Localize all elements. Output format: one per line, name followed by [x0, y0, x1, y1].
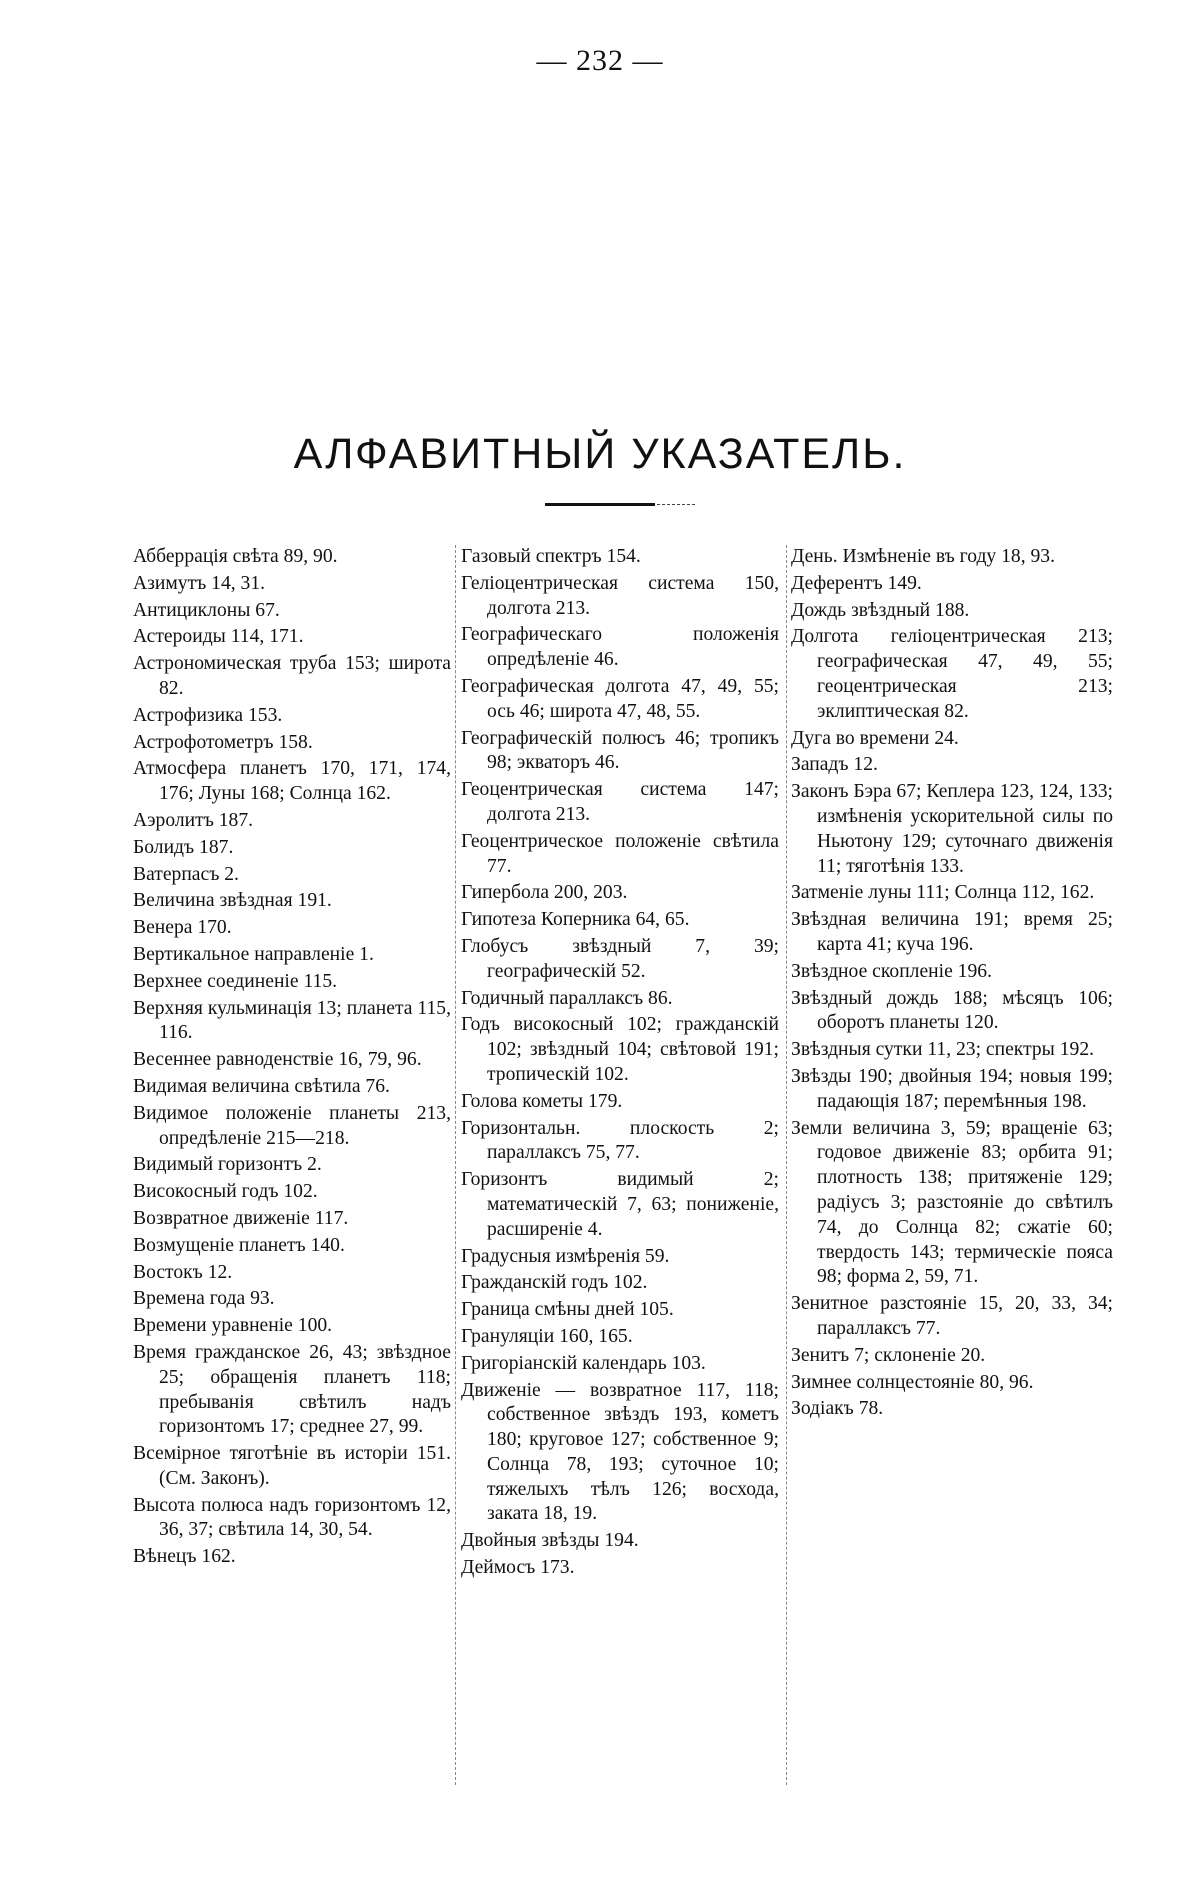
column-divider: [455, 545, 456, 1785]
index-entry: Астрономическая труба 153; широта 82.: [133, 653, 451, 699]
index-entry: Ватерпасъ 2.: [133, 863, 239, 885]
index-entry: Астрофотометръ 158.: [133, 731, 313, 753]
index-entry: Звѣздный дождь 188; мѣсяцъ 106; оборотъ планеты 120.: [791, 987, 1113, 1034]
index-entry: Долгота геліоцентрическая 213; географическая 47, 49, 55; геоцентрическая 213; эклиптическая 82.: [791, 626, 1113, 722]
index-column-2: [461, 545, 779, 1790]
index-entry: Возвратное движеніе 117.: [133, 1207, 349, 1229]
page-number: — 232 —: [536, 44, 664, 77]
index-entry: Земли величина 3, 59; вращеніе 63; годовое движеніе 83; орбита 91; плотность 138; притяженіе 129; радіусъ 3; разстояніе до свѣтилъ 74, до Солнца 82; сжатіе 60; твердость 143; термическіе пояса 98; форма 2, 59, 71.: [791, 1117, 1113, 1288]
index-entry: Граница смѣны дней 105.: [461, 1299, 674, 1321]
index-entry: Законъ Бэра 67; Кеплера 123, 124, 133; измѣненія ускорительной силы по Ньютону 129; суточнаго движенія 11; тяготѣнія 133.: [791, 781, 1113, 877]
index-entry: Время гражданское 26, 43; звѣздное 25; обращенія планетъ 118; пребыванія свѣтилъ надъ горизонтомъ 17; среднее 27, 99.: [133, 1341, 451, 1438]
index-entry: Антициклоны 67.: [133, 599, 280, 621]
index-entry: Западъ 12.: [791, 754, 878, 776]
index-entry: Градусныя измѣренія 59.: [461, 1245, 670, 1267]
index-entry: Весеннее равноденствіе 16, 79, 96.: [133, 1049, 422, 1071]
index-entry: День. Измѣненіе въ году 18, 93.: [791, 546, 1055, 567]
index-entry: Горизонтальн. плоскость 2; параллаксъ 75, 77.: [461, 1117, 779, 1164]
index-entry: Болидъ 187.: [133, 836, 234, 858]
index-entry: Видимое положеніе планеты 213, опредѣленіе 215—218.: [133, 1102, 451, 1149]
index-entry: Затменіе луны 111; Солнца 112, 162.: [791, 882, 1095, 904]
index-entry: Годъ високосный 102; гражданскій 102; звѣздный 104; свѣтовой 191; тропическій 102.: [461, 1014, 779, 1085]
index-column-1: [133, 545, 451, 1790]
index-entry: Грануляціи 160, 165.: [461, 1325, 633, 1347]
index-entry: Венера 170.: [133, 917, 232, 939]
index-entry: Верхняя кульминація 13; планета 115, 116.: [133, 997, 451, 1044]
index-entry: Дождь звѣздный 188.: [791, 599, 970, 621]
index-entry: Астрофизика 153.: [133, 704, 283, 726]
index-entry: Всемірное тяготѣніе въ исторіи 151. (См. Законъ).: [133, 1443, 451, 1489]
index-entry: Абберрація свѣта 89, 90.: [133, 546, 338, 567]
index-entry: Високосный годъ 102.: [133, 1181, 318, 1203]
index-entry: Звѣздныя сутки 11, 23; спектры 192.: [791, 1039, 1095, 1061]
column-divider: [786, 545, 787, 1785]
index-entry: Вѣнецъ 162.: [133, 1546, 236, 1568]
index-entry: Геоцентрическая система 147; долгота 213.: [461, 779, 779, 825]
index-entry: Геліоцентрическая система 150, долгота 213.: [461, 572, 779, 619]
index-entry: Глобусъ звѣздный 7, 39; географическій 52.: [461, 935, 779, 982]
index-entry: Зенитъ 7; склоненіе 20.: [791, 1344, 986, 1366]
index-entry: Времена года 93.: [133, 1288, 275, 1310]
index-entry: Звѣздное скопленіе 196.: [791, 960, 992, 982]
index-entry: Высота полюса надъ горизонтомъ 12, 36, 37; свѣтила 14, 30, 54.: [133, 1494, 451, 1541]
index-entry: Зенитное разстояніе 15, 20, 33, 34; параллаксъ 77.: [791, 1293, 1113, 1339]
index-entry: Зодіакъ 78.: [791, 1398, 884, 1420]
index-entry: Видимая величина свѣтила 76.: [133, 1075, 390, 1097]
index-entry: Газовый спектръ 154.: [461, 546, 641, 567]
index-entry: Астероиды 114, 171.: [133, 626, 304, 648]
index-column-3: [791, 545, 1113, 1790]
index-entry: Гражданскій годъ 102.: [461, 1272, 648, 1294]
index-entry: Голова кометы 179.: [461, 1090, 623, 1112]
index-entry: Возмущеніе планетъ 140.: [133, 1234, 345, 1256]
index-entry: Деферентъ 149.: [791, 572, 922, 594]
index-entry: Зимнее солнцестояніе 80, 96.: [791, 1371, 1034, 1393]
title-rule: [545, 502, 695, 508]
index-title: АЛФАВИТНЫЙ УКАЗАТЕЛЬ.: [293, 430, 907, 478]
index-entry: Григоріанскій календарь 103.: [461, 1352, 706, 1374]
index-entry: Величина звѣздная 191.: [133, 890, 332, 912]
index-entry: Аэролитъ 187.: [133, 809, 254, 831]
index-entry: Геоцентрическое положеніе свѣтила 77.: [461, 830, 779, 877]
index-entry: Гипотеза Коперника 64, 65.: [461, 909, 690, 931]
index-entry: Атмосфера планетъ 170, 171, 174, 176; Луны 168; Солнца 162.: [133, 758, 451, 805]
index-entry: Востокъ 12.: [133, 1261, 233, 1283]
index-entry: Гипербола 200, 203.: [461, 882, 628, 904]
index-entry: Горизонтъ видимый 2; математическій 7, 63; пониженіе, расширеніе 4.: [461, 1169, 779, 1240]
index-entry: Географическій полюсъ 46; тропикъ 98; экваторъ 46.: [461, 727, 779, 774]
index-entry: Годичный параллаксъ 86.: [461, 987, 673, 1009]
index-entry: Времени уравненіе 100.: [133, 1315, 333, 1337]
index-entry: Географическая долгота 47, 49, 55; ось 46; широта 47, 48, 55.: [461, 675, 779, 722]
index-entry: Движеніе — возвратное 117, 118; собственное звѣздъ 193, кометъ 180; круговое 127; собственное 9; Солнца 78, 193; суточное 10; тяжелыхъ тѣлъ 126; восхода, заката 18, 19.: [461, 1379, 779, 1525]
index-entry: Географическаго положенія опредѣленіе 46.: [461, 624, 779, 671]
index-entry: Деймосъ 173.: [461, 1557, 575, 1579]
index-entry: Дуга во времени 24.: [791, 727, 959, 749]
index-entry: Видимый горизонтъ 2.: [133, 1154, 322, 1176]
index-entry: Звѣзды 190; двойныя 194; новыя 199; падающія 187; перемѣнныя 198.: [791, 1065, 1113, 1112]
index-entry: Вертикальное направленіе 1.: [133, 943, 374, 965]
index-entry: Звѣздная величина 191; время 25; карта 41; куча 196.: [791, 909, 1113, 955]
index-entry: Верхнее соединеніе 115.: [133, 970, 338, 992]
index-columns: [133, 545, 1113, 1790]
index-entry: Азимутъ 14, 31.: [133, 572, 266, 594]
index-entry: Двойныя звѣзды 194.: [461, 1530, 639, 1552]
